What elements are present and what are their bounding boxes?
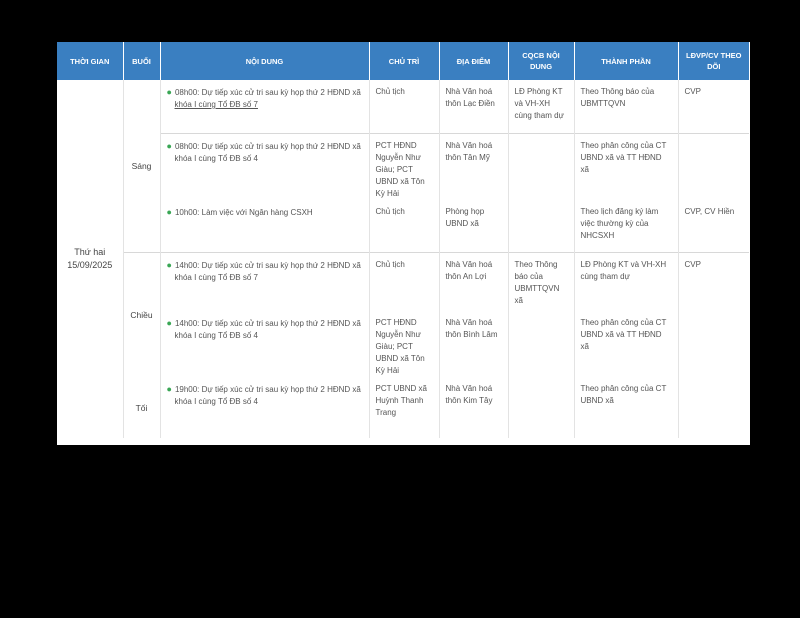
prep-cell: Theo Thông báo của UBMTTQVN xã (508, 253, 574, 312)
location-cell: Phòng họp UBND xã (439, 200, 508, 253)
participants-cell: Theo phân công của CT UBND xã và TT HĐND xã (574, 311, 678, 377)
content-line-1 (167, 140, 363, 153)
chair-cell: PCT HĐND Nguyễn Như Giàu; PCT UBND xã Tôn Kỳ Hải (369, 134, 439, 201)
bullet-icon: ● (166, 260, 172, 270)
content-line-1 (167, 86, 363, 99)
prep-cell (508, 134, 574, 201)
content-text: 19h00: Dự tiếp xúc cử tri sau kỳ họp thứ 2 HĐND xã (174, 385, 361, 394)
location-cell: Nhà Văn hoá thôn An Lợi (439, 253, 508, 312)
session-evening: Tối (123, 377, 160, 438)
content-cell (160, 80, 369, 134)
location-cell: Nhà Văn hoá thôn Lạc Điền (439, 80, 508, 134)
content-line-2: khóa I cùng Tổ ĐB số 7 (174, 273, 258, 282)
content-text: 10h00: Làm việc với Ngân hàng CSXH (174, 208, 313, 217)
content-text: 08h00: Dự tiếp xúc cử tri sau kỳ họp thứ 2 HĐND xã (174, 88, 361, 97)
participants-cell: Theo phân công của CT UBND xã và TT HĐND xã (574, 134, 678, 201)
location-cell: Nhà Văn hoá thôn Kim Tây (439, 377, 508, 438)
participants-cell: Theo lịch đăng ký làm việc thường kỳ của NHCSXH (574, 200, 678, 253)
table-row (57, 311, 749, 377)
header-session: BUỔI (123, 42, 160, 80)
table-row (57, 253, 749, 312)
header-time: THỜI GIAN (57, 42, 123, 80)
schedule-table (57, 42, 749, 438)
chair-cell: Chủ tịch (369, 80, 439, 134)
table-row (57, 200, 749, 253)
content-line-1 (167, 206, 363, 219)
follow-cell (678, 134, 749, 201)
content-line-2: khóa I cùng Tổ ĐB số 4 (174, 331, 258, 340)
content-text: 14h00: Dự tiếp xúc cử tri sau kỳ họp thứ 2 HĐND xã (174, 319, 361, 328)
header-prep: CQCB NỘI DUNG (508, 42, 574, 80)
participants-cell: Theo phân công của CT UBND xã (574, 377, 678, 438)
bullet-icon: ● (166, 141, 172, 151)
location-cell: Nhà Văn hoá thôn Bình Lâm (439, 311, 508, 377)
bullet-icon: ● (166, 207, 172, 217)
follow-cell: CVP (678, 253, 749, 312)
header-follow-line1: LĐVP/CV THEO (686, 51, 742, 60)
follow-cell (678, 377, 749, 438)
content-cell (160, 253, 369, 312)
prep-cell (508, 311, 574, 377)
content-cell (160, 200, 369, 253)
content-line-2: khóa I cùng Tổ ĐB số 4 (174, 397, 258, 406)
prep-cell (508, 200, 574, 253)
content-text: 08h00: Dự tiếp xúc cử tri sau kỳ họp thứ 2 HĐND xã (174, 142, 361, 151)
header-chair: CHỦ TRÌ (369, 42, 439, 80)
content-line-1 (167, 259, 363, 272)
prep-cell (508, 377, 574, 438)
header-content: NỘI DUNG (160, 42, 369, 80)
header-location: ĐỊA ĐIỂM (439, 42, 508, 80)
content-cell (160, 134, 369, 201)
content-cell (160, 377, 369, 438)
chair-cell: PCT HĐND Nguyễn Như Giàu; PCT UBND xã Tôn Kỳ Hải (369, 311, 439, 377)
content-line-1 (167, 317, 363, 330)
header-follow-line2: DÕI (707, 62, 721, 71)
follow-cell: CVP, CV Hiền (684, 207, 735, 216)
day-date: 15/09/2025 (67, 260, 113, 270)
prep-cell: LĐ Phòng KT và VH-XH cùng tham dự (508, 80, 574, 134)
chair-cell: Chủ tịch (369, 253, 439, 312)
table-header-row (57, 42, 749, 80)
table-row (57, 134, 749, 201)
content-line-1 (167, 383, 363, 396)
content-line-2[interactable]: khóa I cùng Tổ ĐB số 7 (174, 100, 258, 109)
follow-cell (678, 311, 749, 377)
day-label: Thứ hai (74, 247, 106, 257)
location-cell: Nhà Văn hoá thôn Tân Mỹ (439, 134, 508, 201)
table-row (57, 80, 749, 134)
chair-cell: PCT UBND xã Huỳnh Thanh Trang (369, 377, 439, 438)
session-afternoon: Chiều (123, 253, 160, 378)
day-cell (57, 80, 123, 438)
content-line-2: khóa I cùng Tổ ĐB số 4 (174, 154, 258, 163)
bullet-icon: ● (166, 87, 172, 97)
chair-cell: Chủ tịch (369, 200, 439, 253)
content-text: 14h00: Dự tiếp xúc cử tri sau kỳ họp thứ 2 HĐND xã (174, 261, 361, 270)
schedule-sheet (57, 42, 750, 445)
bullet-icon: ● (166, 318, 172, 328)
header-participants: THÀNH PHẦN (574, 42, 678, 80)
content-cell (160, 311, 369, 377)
session-morning: Sáng (123, 80, 160, 253)
bullet-icon: ● (166, 384, 172, 394)
participants-cell: LĐ Phòng KT và VH-XH cùng tham dự (574, 253, 678, 312)
follow-cell: CVP (684, 87, 701, 96)
participants-cell: Theo Thông báo của UBMTTQVN (574, 80, 678, 134)
header-follow (678, 42, 749, 80)
table-row (57, 377, 749, 438)
